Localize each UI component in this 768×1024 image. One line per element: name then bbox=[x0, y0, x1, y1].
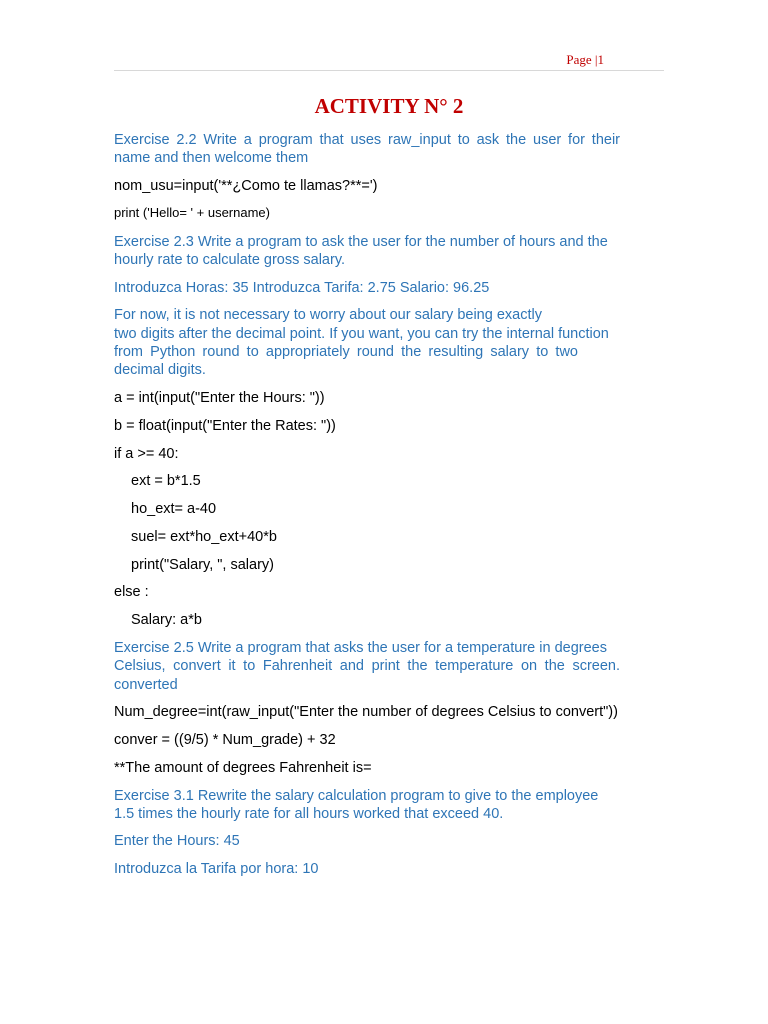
code-line: **The amount of degrees Fahrenheit is= bbox=[114, 760, 372, 776]
code-line: a = int(input("Enter the Hours: ")) bbox=[114, 390, 325, 406]
code-line: Salary: a*b bbox=[131, 612, 202, 628]
code-line: print("Salary, ", salary) bbox=[131, 557, 274, 573]
code-line: suel= ext*ho_ext+40*b bbox=[131, 529, 277, 545]
code-line: else : bbox=[114, 584, 149, 600]
note-text: from Python round to appropriately round the resulting salary to two bbox=[114, 344, 578, 360]
code-line: Num_degree=int(raw_input("Enter the number of degrees Celsius to convert")) bbox=[114, 704, 618, 720]
page-header bbox=[114, 50, 664, 71]
exercise-3-1-hours: Enter the Hours: 45 bbox=[114, 833, 240, 849]
exercise-3-1-text: 1.5 times the hourly rate for all hours worked that exceed 40. bbox=[114, 806, 504, 822]
note-text: two digits after the decimal point. If you want, you can try the internal function bbox=[114, 326, 609, 342]
code-line: nom_usu=input('**¿Como te llamas?**=') bbox=[114, 178, 378, 194]
code-line: print ('Hello= ' + username) bbox=[114, 205, 270, 220]
code-line: b = float(input("Enter the Rates: ")) bbox=[114, 418, 336, 434]
exercise-2-3-example: Introduzca Horas: 35 Introduzca Tarifa: 2.75 Salario: 96.25 bbox=[114, 280, 490, 296]
note-text: For now, it is not necessary to worry about our salary being exactly bbox=[114, 307, 542, 323]
exercise-2-2-text: Exercise 2.2 Write a program that uses raw_input to ask the user for their bbox=[114, 132, 620, 148]
exercise-3-1-rate: Introduzca la Tarifa por hora: 10 bbox=[114, 861, 319, 877]
code-line: if a >= 40: bbox=[114, 446, 179, 462]
exercise-2-5-text: Celsius, convert it to Fahrenheit and print the temperature on the screen. bbox=[114, 658, 620, 674]
exercise-2-3-text: Exercise 2.3 Write a program to ask the user for the number of hours and the bbox=[114, 234, 608, 250]
exercise-3-1-text: Exercise 3.1 Rewrite the salary calculation program to give to the employee bbox=[114, 788, 599, 804]
exercise-2-3-text: hourly rate to calculate gross salary. bbox=[114, 252, 346, 268]
page-title: ACTIVITY N° 2 bbox=[314, 94, 464, 118]
page-number: Page |1 bbox=[566, 52, 604, 67]
exercise-2-5-text: Exercise 2.5 Write a program that asks the user for a temperature in degrees bbox=[114, 640, 607, 656]
code-line: conver = ((9/5) * Num_grade) + 32 bbox=[114, 732, 336, 748]
code-line: ho_ext= a-40 bbox=[131, 501, 217, 517]
note-text: decimal digits. bbox=[114, 362, 206, 378]
exercise-2-5-text: converted bbox=[114, 677, 178, 693]
code-line: ext = b*1.5 bbox=[131, 473, 201, 489]
exercise-2-2-text: name and then welcome them bbox=[114, 150, 309, 166]
